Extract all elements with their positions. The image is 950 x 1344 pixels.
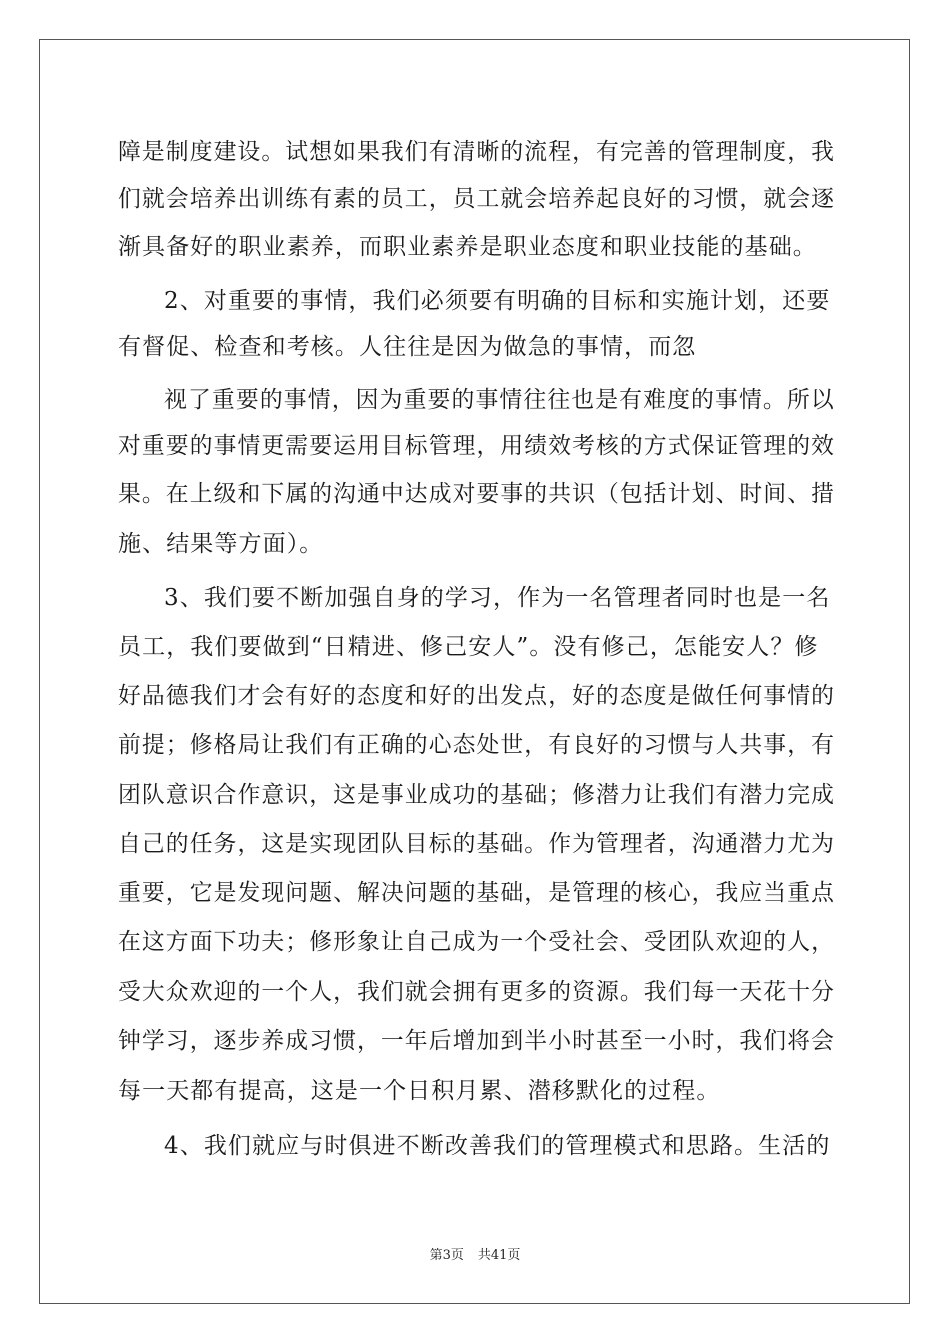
paragraph-line: 每一天都有提高，这是一个日积月累、潜移默化的过程。 — [118, 1078, 721, 1104]
paragraph-line: 员工，我们要做到“日精进、修己安人”。没有修己，怎能安人？修 — [118, 634, 819, 660]
paragraph-line: 3、我们要不断加强自身的学习，作为一名管理者同时也是一名 — [164, 585, 831, 611]
page-footer — [0, 1247, 950, 1265]
paragraph-line: 受大众欢迎的一个人，我们就会拥有更多的资源。我们每一天花十分 — [118, 979, 835, 1005]
paragraph-line: 钟学习，逐步养成习惯，一年后增加到半小时甚至一小时，我们将会 — [118, 1028, 835, 1054]
paragraph-line: 视了重要的事情，因为重要的事情往往也是有难度的事情。所以 — [164, 387, 835, 413]
paragraph-line: 们就会培养出训练有素的员工，员工就会培养起良好的习惯，就会逐 — [118, 186, 835, 212]
paragraph-line: 好品德我们才会有好的态度和好的出发点，好的态度是做任何事情的 — [118, 683, 835, 709]
paragraph-line: 对重要的事情更需要运用目标管理，用绩效考核的方式保证管理的效 — [118, 433, 835, 459]
paragraph-line: 障是制度建设。试想如果我们有清晰的流程，有完善的管理制度，我 — [118, 139, 835, 165]
paragraph-line: 2、对重要的事情，我们必须要有明确的目标和实施计划，还要 — [164, 288, 831, 314]
paragraph-line: 团队意识合作意识，这是事业成功的基础；修潜力让我们有潜力完成 — [118, 782, 835, 808]
page-total: 共41页 — [477, 1248, 521, 1263]
paragraph-line: 在这方面下功夫；修形象让自己成为一个受社会、受团队欢迎的人， — [118, 929, 835, 955]
paragraph-line: 前提；修格局让我们有正确的心态处世，有良好的习惯与人共事，有 — [118, 732, 835, 758]
page-number: 第3页 — [429, 1248, 464, 1263]
paragraph-line: 渐具备好的职业素养，而职业素养是职业态度和职业技能的基础。 — [118, 234, 817, 260]
paragraph-line: 果。在上级和下属的沟通中达成对要事的共识（包括计划、时间、措 — [118, 481, 835, 507]
paragraph-line: 重要，它是发现问题、解决问题的基础，是管理的核心，我应当重点 — [118, 880, 835, 906]
paragraph-line: 4、我们就应与时俱进不断改善我们的管理模式和思路。生活的 — [164, 1133, 831, 1159]
paragraph-line: 有督促、检查和考核。人往往是因为做急的事情，而忽 — [118, 334, 697, 360]
paragraph-line: 施、结果等方面）。 — [118, 531, 324, 557]
paragraph-line: 自己的任务，这是实现团队目标的基础。作为管理者，沟通潜力尤为 — [118, 831, 835, 857]
